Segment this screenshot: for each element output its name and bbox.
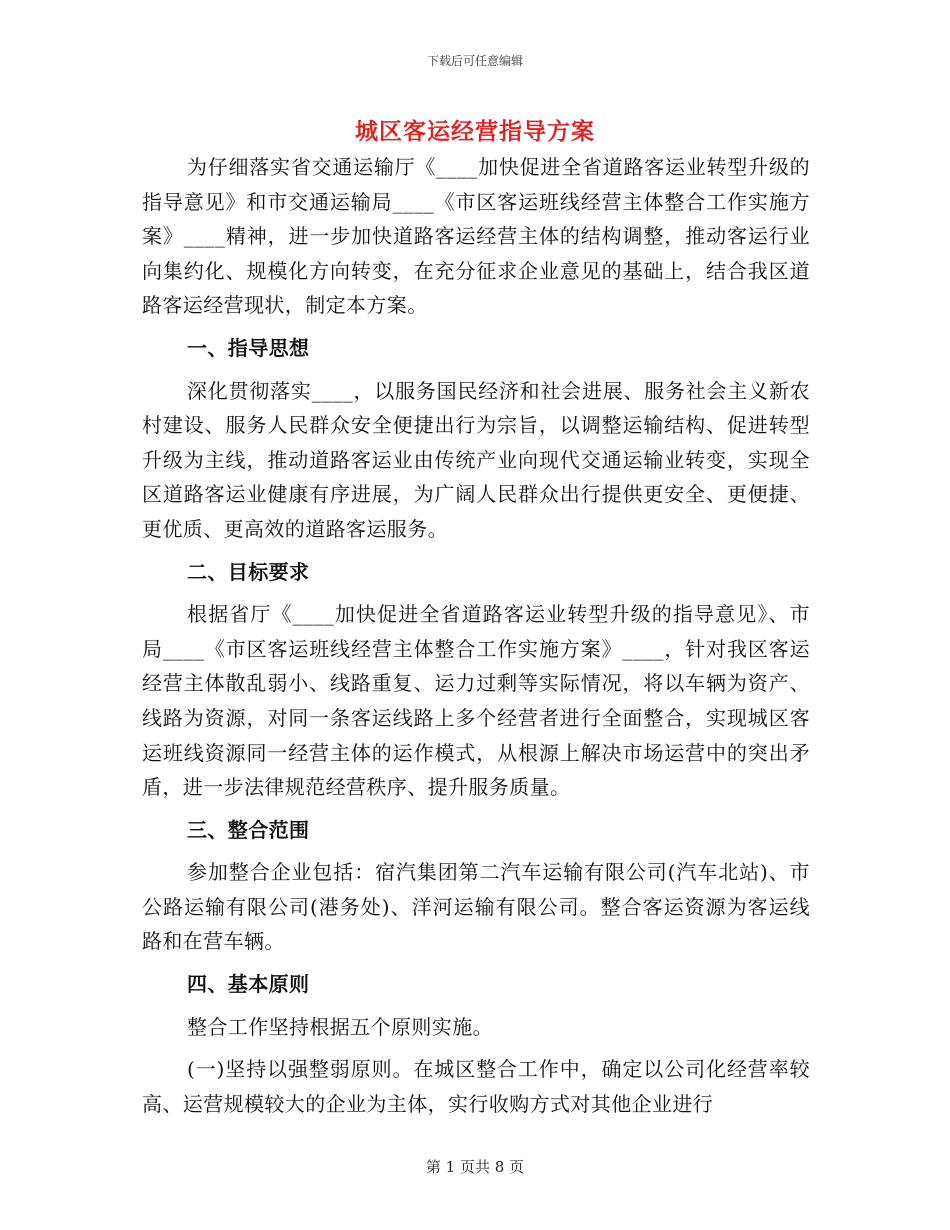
intro-paragraph: 为仔细落实省交通运输厅《____加快促进全省道路客运业转型升级的指导意见》和市交通运输局____《市区客运班线经营主体整合工作实施方案》____精神，进一步加快道路客运经营主体的结构调整，推动客运行业向集约化、规模化方向转变，在充分征求企业意见的基础上，结合我区道路客运经营现状，制定本方案。 xyxy=(142,155,810,318)
section-heading-guiding-thought: 一、指导思想 xyxy=(187,335,310,360)
document-body xyxy=(142,150,810,1121)
section-body-principles-intro: 整合工作坚持根据五个原则实施。 xyxy=(187,1014,493,1039)
section-body-scope: 参加整合企业包括：宿汽集团第二汽车运输有限公司(汽车北站)、市公路运输有限公司(港务处)、洋河运输有限公司。整合客运资源为客运线路和在营车辆。 xyxy=(142,860,810,954)
section-body-goals: 根据省厅《____加快促进全省道路客运业转型升级的指导意见》、市局____《市区客运班线经营主体整合工作实施方案》____，针对我区客运经营主体散乱弱小、线路重复、运力过剩等实际情况，将以车辆为资产、线路为资源，对同一条客运线路上多个经营者进行全面整合，实现城区客运班线资源同一经营主体的运作模式，从根源上解决市场运营中的突出矛盾，进一步法律规范经营秩序、提升服务质量。 xyxy=(142,602,810,800)
document-title: 城区客运经营指导方案 xyxy=(355,118,595,145)
header-note: 下载后可任意编辑 xyxy=(426,54,523,68)
section-heading-scope: 三、整合范围 xyxy=(187,817,310,842)
section-body-principle-one: (一)坚持以强整弱原则。在城区整合工作中，确定以公司化经营率较高、运营规模较大的企业为主体，实行收购方式对其他企业进行 xyxy=(142,1057,810,1116)
section-heading-principles: 四、基本原则 xyxy=(187,972,310,997)
page-footer: 第 1 页共 8 页 xyxy=(425,1158,525,1176)
section-body-guiding-thought: 深化贯彻落实____，以服务国民经济和社会进展、服务社会主义新农村建设、服务人民群众安全便捷出行为宗旨，以调整运输结构、促进转型升级为主线，推动道路客运业由传统产业向现代交通运输业转变，实现全区道路客运业健康有序进展，为广阔人民群众出行提供更安全、更便捷、更优质、更高效的道路客运服务。 xyxy=(142,378,810,541)
section-heading-goals: 二、目标要求 xyxy=(187,559,310,584)
